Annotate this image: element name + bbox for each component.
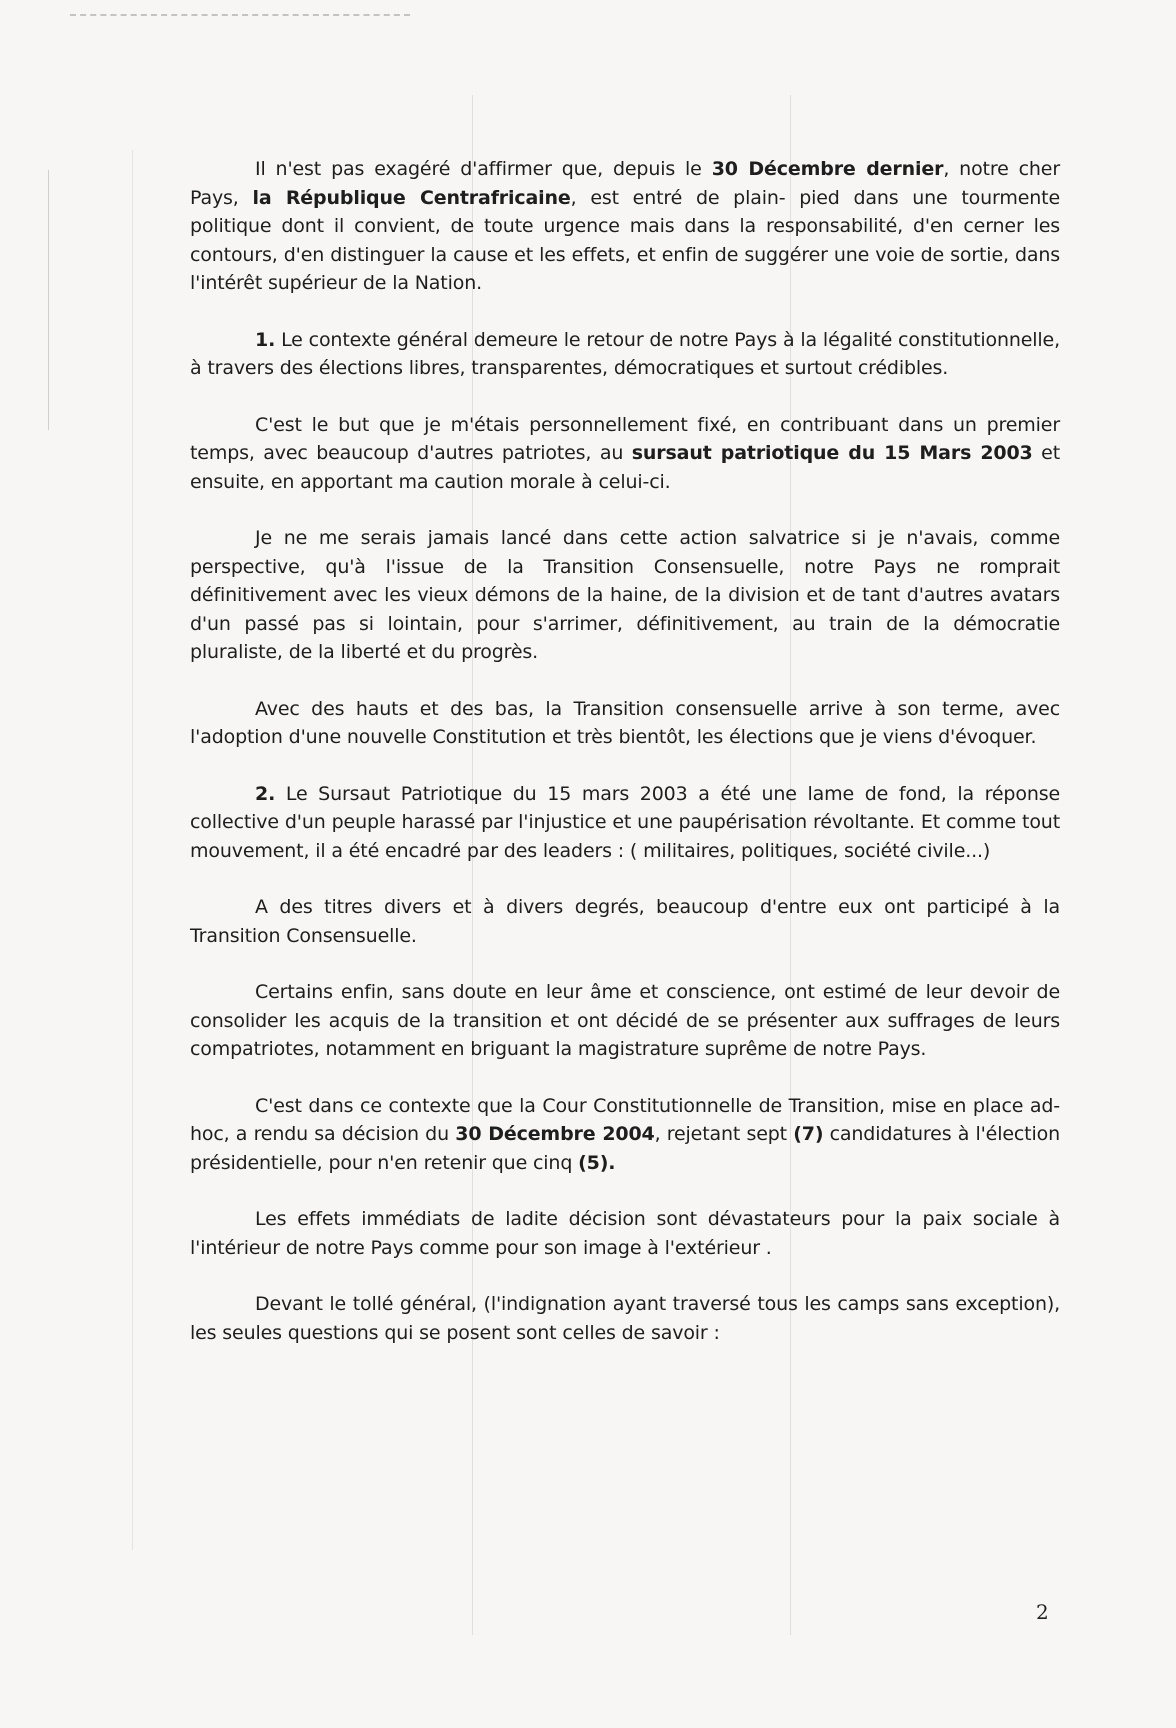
- text-run: candidatures à l'élection présidentielle, pour n'en retenir que cinq: [190, 1123, 1060, 1174]
- text-run: , notre cher Pays,: [190, 158, 1060, 209]
- text-run: Le contexte général demeure le retour de notre Pays à la légalité constitutionnelle, à travers des élections libres, transparentes, démocratiques et surtout crédibles.: [190, 328, 1060, 379]
- paragraph-action: [190, 524, 1060, 667]
- paragraph-degres: [190, 893, 1060, 950]
- paragraph-but: [190, 411, 1060, 497]
- bold-text: 2.: [255, 782, 276, 805]
- text-run: A des titres divers et à divers degrés, beaucoup d'entre eux ont participé à la Transition Consensuelle.: [190, 896, 1060, 947]
- text-run: C'est dans ce contexte que la Cour Constitutionnelle de Transition, mise en place ad- hoc, a rendu sa décision du: [190, 1094, 1060, 1145]
- paragraph-intro: [190, 155, 1060, 298]
- page-number: 2: [1036, 1600, 1049, 1624]
- text-run: Avec des hauts et des bas, la Transition consensuelle arrive à son terme, avec l'adoption d'une nouvelle Constitution et très bientôt, les élections que je viens d'évoquer.: [190, 697, 1060, 748]
- text-run: Le Sursaut Patriotique du 15 mars 2003 a été une lame de fond, la réponse collective d'un peuple harassé par l'injustice et une paupérisation révoltante. Et comme tout mouvement, il a été encadré par des leaders : ( militaires, politiques, société civile...): [190, 782, 1060, 862]
- text-run: , est entré de plain- pied dans une tourmente politique dont il convient, de toute urgence mais dans la responsabilité, d'en cerner les contours, d'en distinguer la cause et les effets, et enfin de suggérer une voie de sortie, dans l'intérêt supérieur de la Nation.: [190, 186, 1060, 294]
- bold-text: 30 Décembre dernier: [711, 158, 944, 180]
- paragraph-point-1: [190, 326, 1060, 383]
- text-run: , rejetant sept: [654, 1123, 794, 1145]
- bold-text: la République Centrafricaine: [252, 186, 571, 209]
- scan-artifact-margin: [132, 150, 133, 1550]
- scan-artifact-top: [70, 14, 410, 16]
- paragraph-terme: [190, 695, 1060, 752]
- scan-artifact-left: [48, 170, 49, 430]
- letter-body: [190, 155, 1060, 1375]
- bold-text: sursaut patriotique du 15 Mars 2003: [631, 442, 1033, 464]
- text-run: C'est le but que je m'étais personnellement fixé, en contribuant dans un premier temps, avec beaucoup d'autres patriotes, au: [190, 413, 1060, 464]
- paragraph-point-2: [190, 780, 1060, 866]
- bold-text: 1.: [255, 328, 276, 351]
- text-run: et ensuite, en apportant ma caution morale à celui-ci.: [190, 442, 1060, 493]
- text-run: Il n'est pas exagéré d'affirmer que, depuis le: [255, 158, 712, 180]
- text-run: Devant le tollé général, (l'indignation ayant traversé tous les camps sans exception), les seules questions qui se posent sont celles de savoir :: [190, 1293, 1060, 1344]
- bold-text: 30 Décembre 2004: [455, 1123, 655, 1145]
- bold-text: (5).: [578, 1151, 616, 1174]
- paragraph-certains: [190, 978, 1060, 1064]
- paragraph-tolle: [190, 1290, 1060, 1347]
- text-run: Certains enfin, sans doute en leur âme et conscience, ont estimé de leur devoir de consolider les acquis de la transition et ont décidé de se présenter aux suffrages de leurs compatriotes, notamment en briguant la magistrature suprême de notre Pays.: [190, 981, 1060, 1060]
- paragraph-cour: [190, 1092, 1060, 1178]
- text-run: Je ne me serais jamais lancé dans cette action salvatrice si je n'avais, comme perspective, qu'à l'issue de la Transition Consensuelle, notre Pays ne romprait définitivement avec les vieux démons de la haine, de la division et de tant d'autres avatars d'un passé pas si lointain, pour s'arrimer, définitivement, au train de la démocratie pluraliste, de la liberté et du progrès.: [190, 527, 1060, 663]
- bold-text: (7): [793, 1123, 824, 1145]
- text-run: Les effets immédiats de ladite décision sont dévastateurs pour la paix sociale à l'intérieur de notre Pays comme pour son image à l'extérieur .: [190, 1208, 1060, 1259]
- paragraph-effets: [190, 1205, 1060, 1262]
